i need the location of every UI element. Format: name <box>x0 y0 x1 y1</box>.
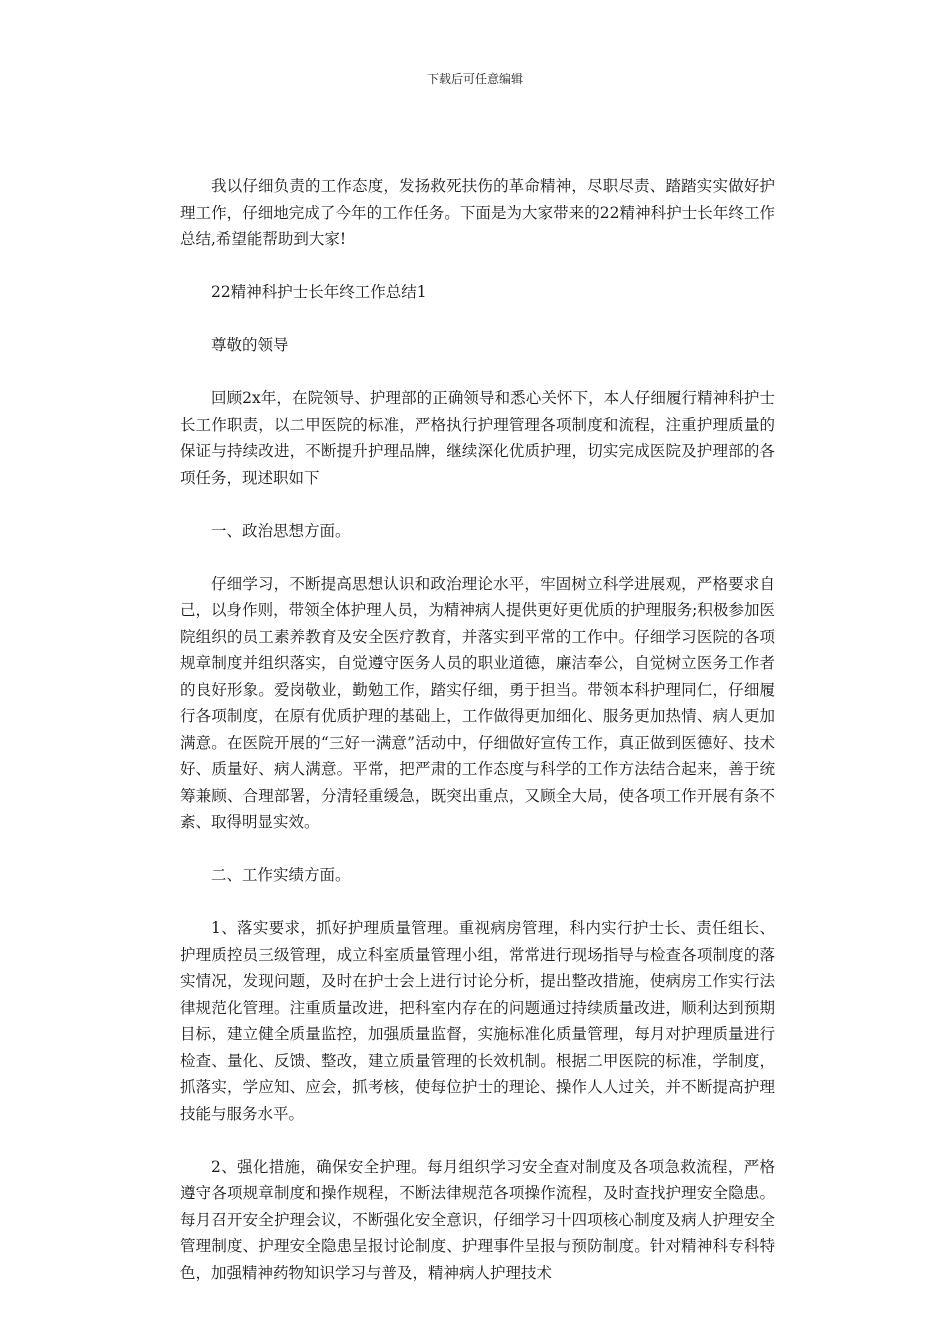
document-body <box>180 173 775 1313</box>
body-paragraph: 1、落实要求，抓好护理质量管理。重视病房管理，科内实行护士长、责任组长、护理质控员三级管理，成立科室质量管理小组，常常进行现场指导与检查各项制度的落实情况，发现问题，及时在护士会上进行讨论分析，提出整改措施，使病房工作实行法律规范化管理。注重质量改进，把科室内存在的问题通过持续质量改进，顺利达到预期目标，建立健全质量监控，加强质量监督，实施标准化质量管理，每月对护理质量进行检查、量化、反馈、整改，建立质量管理的长效机制。根据二甲医院的标准，学制度，抓落实，学应知、应会，抓考核，使每位护士的理论、操作人人过关，并不断提高护理技能与服务水平。 <box>180 919 775 1123</box>
body-paragraph: 回顾2x年，在院领导、护理部的正确领导和悉心关怀下，本人仔细履行精神科护士长工作职责，以二甲医院的标准，严格执行护理管理各项制度和流程，注重护理质量的保证与持续改进，不断提升护理品牌，继续深化优质护理，切实完成医院及护理部的各项任务，现述职如下 <box>180 389 775 487</box>
body-paragraph: 2、强化措施，确保安全护理。每月组织学习安全查对制度及各项急救流程，严格遵守各项规章制度和操作规程，不断法律规范各项操作流程，及时查找护理安全隐患。每月召开安全护理会议，不断强化安全意识，仔细学习十四项核心制度及病人护理安全管理制度、护理安全隐患呈报讨论制度、护理事件呈报与预防制度。针对精神科专科特色，加强精神药物知识学习与普及，精神病人护理技术 <box>180 1157 775 1282</box>
intro-paragraph: 我以仔细负责的工作态度，发扬救死扶伤的革命精神，尽职尽责、踏踏实实做好护理工作，仔细地完成了今年的工作任务。下面是为大家带来的22精神科护士长年终工作总结,希望能帮助到大家! <box>180 177 775 248</box>
subheading: 二、工作实绩方面。 <box>211 866 351 884</box>
salutation: 尊敬的领导 <box>211 336 289 354</box>
body-paragraph: 仔细学习，不断提高思想认识和政治理论水平，牢固树立科学进展观，严格要求自己，以身作则，带领全体护理人员，为精神病人提供更好更优质的护理服务;积极参加医院组织的员工素养教育及安全医疗教育，并落实到平常的工作中。仔细学习医院的各项规章制度并组织落实，自觉遵守医务人员的职业道德，廉洁奉公，自觉树立医务工作者的良好形象。爱岗敬业，勤勉工作，踏实仔细，勇于担当。带领本科护理同仁，仔细履行各项制度，在原有优质护理的基础上，工作做得更加细化、服务更加热情、病人更加满意。在医院开展的“三好一满意”活动中，仔细做好宣传工作，真正做到医德好、技术好、质量好、病人满意。平常，把严肃的工作态度与科学的工作方法结合起来，善于统筹兼顾、合理部署，分清轻重缓急，既突出重点，又顾全大局，使各项工作开展有条不紊、取得明显实效。 <box>180 574 775 831</box>
page-header: 下载后可任意编辑 <box>426 72 523 86</box>
subheading: 一、政治思想方面。 <box>211 521 351 540</box>
section-title: 22精神科护士长年终工作总结1 <box>211 283 427 301</box>
